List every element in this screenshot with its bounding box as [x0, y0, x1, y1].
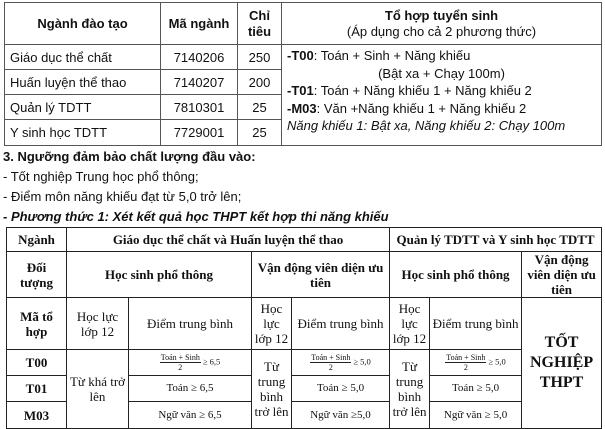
group-management-biomed: Quản lý TDTT và Y sinh học TDTT: [390, 228, 602, 252]
header-major: Ngành đào tạo: [5, 3, 161, 45]
g2-learning: Học lực lớp 12: [390, 298, 430, 350]
g1-ath-t01-condition: Toán ≥ 5,0: [292, 376, 390, 402]
admissions-table: [4, 2, 602, 146]
major-name: Y sinh học TDTT: [5, 120, 161, 146]
major-code: 7140207: [161, 70, 238, 95]
method-heading: - Phương thức 1: Xét kết quả học THPT kết hợp thi năng khiếu: [3, 209, 389, 224]
g1-ath-avg-above: Từ trung bình trở lên: [252, 350, 292, 429]
method-table: [6, 227, 602, 429]
fraction-denominator: 2: [328, 363, 333, 372]
g1-athlete-header: Vận động viên diện ưu tiên: [252, 252, 390, 298]
fraction-denominator: 2: [178, 363, 183, 372]
g1-ath-m03-condition: Ngữ văn ≥5,0: [292, 402, 390, 429]
g1-learning: Học lực lớp 12: [67, 298, 129, 350]
g1-fair-above: Từ khá trở lên: [67, 350, 129, 429]
combo-text: : Toán + Sinh + Năng khiếu: [313, 48, 471, 63]
combo-code: -T00: [287, 48, 314, 63]
g2-student-header: Học sinh phổ thông: [390, 252, 522, 298]
avg-fraction: [445, 353, 486, 372]
combo-code-t01: T01: [7, 376, 67, 402]
g2-athlete-header: Vận động viên diện ưu tiên: [522, 252, 602, 298]
major-code: 7810301: [161, 95, 238, 120]
condition-value: ≥ 5,0: [353, 356, 371, 367]
major-code: 7140206: [161, 45, 238, 70]
combo-note: Năng khiếu 1: Bật xa, Năng khiếu 2: Chạy 100m: [287, 118, 566, 133]
g2-m03-condition: Ngữ văn ≥ 5,0: [430, 402, 522, 429]
table-row: [5, 45, 602, 70]
combo-code: -M03: [287, 100, 317, 116]
major-quota: 250: [238, 45, 282, 70]
quality-line-graduation: - Tốt nghiệp Trung học phổ thông;: [3, 169, 199, 184]
combo-m03: [287, 100, 596, 118]
combo-text: : Văn +Năng khiếu 1 + Năng khiếu 2: [316, 100, 527, 116]
table-row: [7, 350, 602, 376]
g2-t00-condition: [430, 350, 522, 376]
fraction-numerator: Toán + Sinh: [446, 353, 486, 362]
combo-subtitle: (Áp dụng cho cả 2 phương thức): [346, 23, 537, 39]
avg-fraction: [310, 353, 351, 372]
condition-value: ≥ 6,5: [202, 356, 221, 367]
avg-fraction: [160, 353, 201, 372]
g1-ath-learning: Học lực lớp 12: [252, 298, 292, 350]
g1-m03-condition: Ngữ văn ≥ 6,5: [129, 402, 252, 429]
combo-t00: [287, 47, 596, 65]
g1-t01-condition: Toán ≥ 6,5: [129, 376, 252, 402]
col-combo: Mã tổ hợp: [7, 298, 67, 350]
header-combo: [282, 3, 602, 45]
g1-avg-score: Điểm trung bình: [129, 298, 252, 350]
g1-student-header: Học sinh phổ thông: [67, 252, 252, 298]
col-major: Ngành: [7, 228, 67, 252]
combo-cell: [282, 45, 602, 146]
col-target: Đối tượng: [7, 252, 67, 298]
major-quota: 25: [238, 120, 282, 146]
g2-t01-condition: Toán ≥ 5,0: [430, 376, 522, 402]
combo-text: : Toán + Năng khiếu 1 + Năng khiếu 2: [313, 83, 532, 98]
major-name: Huấn luyện thể thao: [5, 70, 161, 95]
g1-t00-condition: [129, 350, 252, 376]
major-name: Giáo dục thể chất: [5, 45, 161, 70]
major-name: Quản lý TDTT: [5, 95, 161, 120]
combo-t00-detail: (Bật xa + Chạy 100m): [378, 65, 505, 81]
g2-avg-above: Từ trung bình trở lên: [390, 350, 430, 429]
header-quota: Chỉ tiêu: [238, 3, 282, 45]
group-pe-sports: Giáo dục thể chất và Huấn luyện thể thao: [67, 228, 390, 252]
quality-heading: 3. Ngưỡng đảm bảo chất lượng đầu vào:: [3, 149, 256, 164]
condition-value: ≥ 5,0: [488, 356, 506, 367]
quality-line-aptitude: - Điểm môn năng khiếu đạt từ 5,0 trở lên;: [3, 189, 242, 204]
combo-code-t00: T00: [7, 350, 67, 376]
major-quota: 200: [238, 70, 282, 95]
fraction-numerator: Toán + Sinh: [311, 353, 351, 362]
combo-title: Tổ hợp tuyển sinh: [384, 7, 499, 23]
major-quota: 25: [238, 95, 282, 120]
combo-t01: [287, 82, 596, 100]
fraction-denominator: 2: [463, 363, 468, 372]
major-code: 7729001: [161, 120, 238, 146]
g1-ath-avg-score: Điểm trung bình: [292, 298, 390, 350]
g2-avg-score: Điểm trung bình: [430, 298, 522, 350]
g1-ath-t00-condition: [292, 350, 390, 376]
fraction-numerator: Toán + Sinh: [160, 353, 200, 362]
combo-code-m03: M03: [7, 402, 67, 429]
quality-section: [3, 147, 601, 227]
combo-code: -T01: [287, 83, 314, 98]
graduate-requirement: TỐT NGHIỆP THPT: [522, 298, 602, 429]
header-code: Mã ngành: [161, 3, 238, 45]
